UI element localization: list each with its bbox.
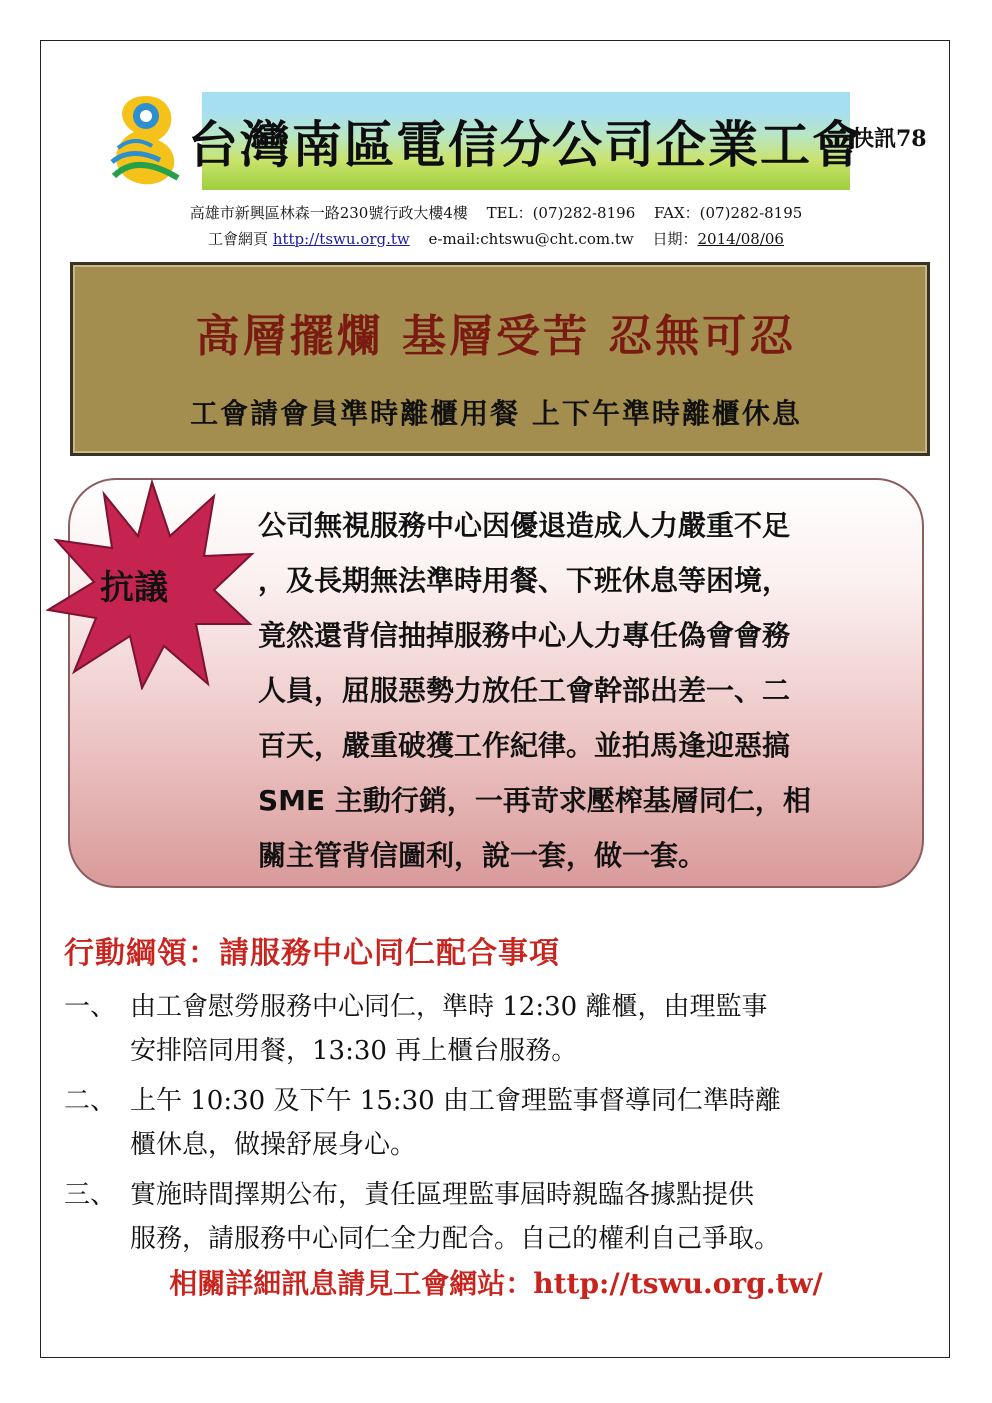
item-number: 一、	[64, 992, 117, 1022]
item-line: 櫃休息，做操舒展身心。	[130, 1130, 417, 1160]
list-item	[64, 1173, 934, 1261]
protest-line: 關主管背信圖利，說一套，做一套。	[258, 839, 707, 872]
protest-line: ，及長期無法準時用餐、下班休息等困境，	[258, 564, 791, 597]
contact-address-line	[0, 202, 992, 223]
telephone: TEL：(07)282-8196	[486, 204, 636, 222]
action-list	[64, 985, 934, 1267]
date-label: 日期：	[652, 230, 698, 248]
contact-web-line	[0, 228, 992, 249]
list-item	[64, 1079, 934, 1167]
union-name-banner	[188, 92, 864, 190]
action-heading: 行動綱領：請服務中心同仁配合事項	[64, 936, 560, 971]
address: 高雄市新興區林森一路230號行政大樓4樓	[189, 204, 468, 222]
item-line: 服務，請服務中心同仁全力配合。自己的權利自己爭取。	[130, 1224, 781, 1254]
protest-line: SME 主動行銷，一再苛求壓榨基層同仁，相	[258, 784, 811, 817]
protest-line: 百天，嚴重破獲工作紀律。並拍馬逢迎惡搞	[258, 729, 791, 762]
union-name: 台灣南區電信分公司企業工會	[188, 116, 864, 174]
fax: FAX：(07)282-8195	[654, 204, 803, 222]
list-item	[64, 985, 934, 1073]
item-line: 安排陪同用餐，13:30 再上櫃台服務。	[130, 1036, 578, 1066]
website-link[interactable]: http://tswu.org.tw	[272, 230, 410, 248]
item-number: 三、	[64, 1180, 117, 1210]
protest-text	[258, 498, 898, 883]
item-line: 上午 10:30 及下午 15:30 由工會理監事督導同仁準時離	[130, 1086, 781, 1116]
protest-line: 公司無視服務中心因優退造成人力嚴重不足	[258, 509, 791, 542]
headline-title: 高層擺爛 基層受苦 忍無可忍	[195, 311, 797, 362]
headline-subtitle: 工會請會員準時離櫃用餐 上下午準時離櫃休息	[190, 397, 802, 430]
email: e-mail:chtswu@cht.com.tw	[428, 230, 634, 248]
protest-line: 竟然還背信抽掉服務中心人力專任偽會會務	[258, 619, 791, 652]
footer-website-link[interactable]: 相關詳細訊息請見工會網站：http://tswu.org.tw/	[169, 1267, 823, 1300]
item-line: 由工會慰勞服務中心同仁，準時 12:30 離櫃，由理監事	[130, 992, 768, 1022]
item-line: 實施時間擇期公布，責任區理監事屆時親臨各據點提供	[130, 1180, 755, 1210]
protest-label: 抗議	[100, 568, 168, 608]
issue-number: 快訊78	[852, 126, 927, 152]
date: 2014/08/06	[697, 230, 784, 248]
union-logo	[100, 90, 192, 190]
protest-line: 人員，屈服惡勢力放任工會幹部出差一、二	[258, 674, 791, 707]
item-number: 二、	[64, 1086, 117, 1116]
website-label: 工會網頁	[208, 230, 269, 248]
